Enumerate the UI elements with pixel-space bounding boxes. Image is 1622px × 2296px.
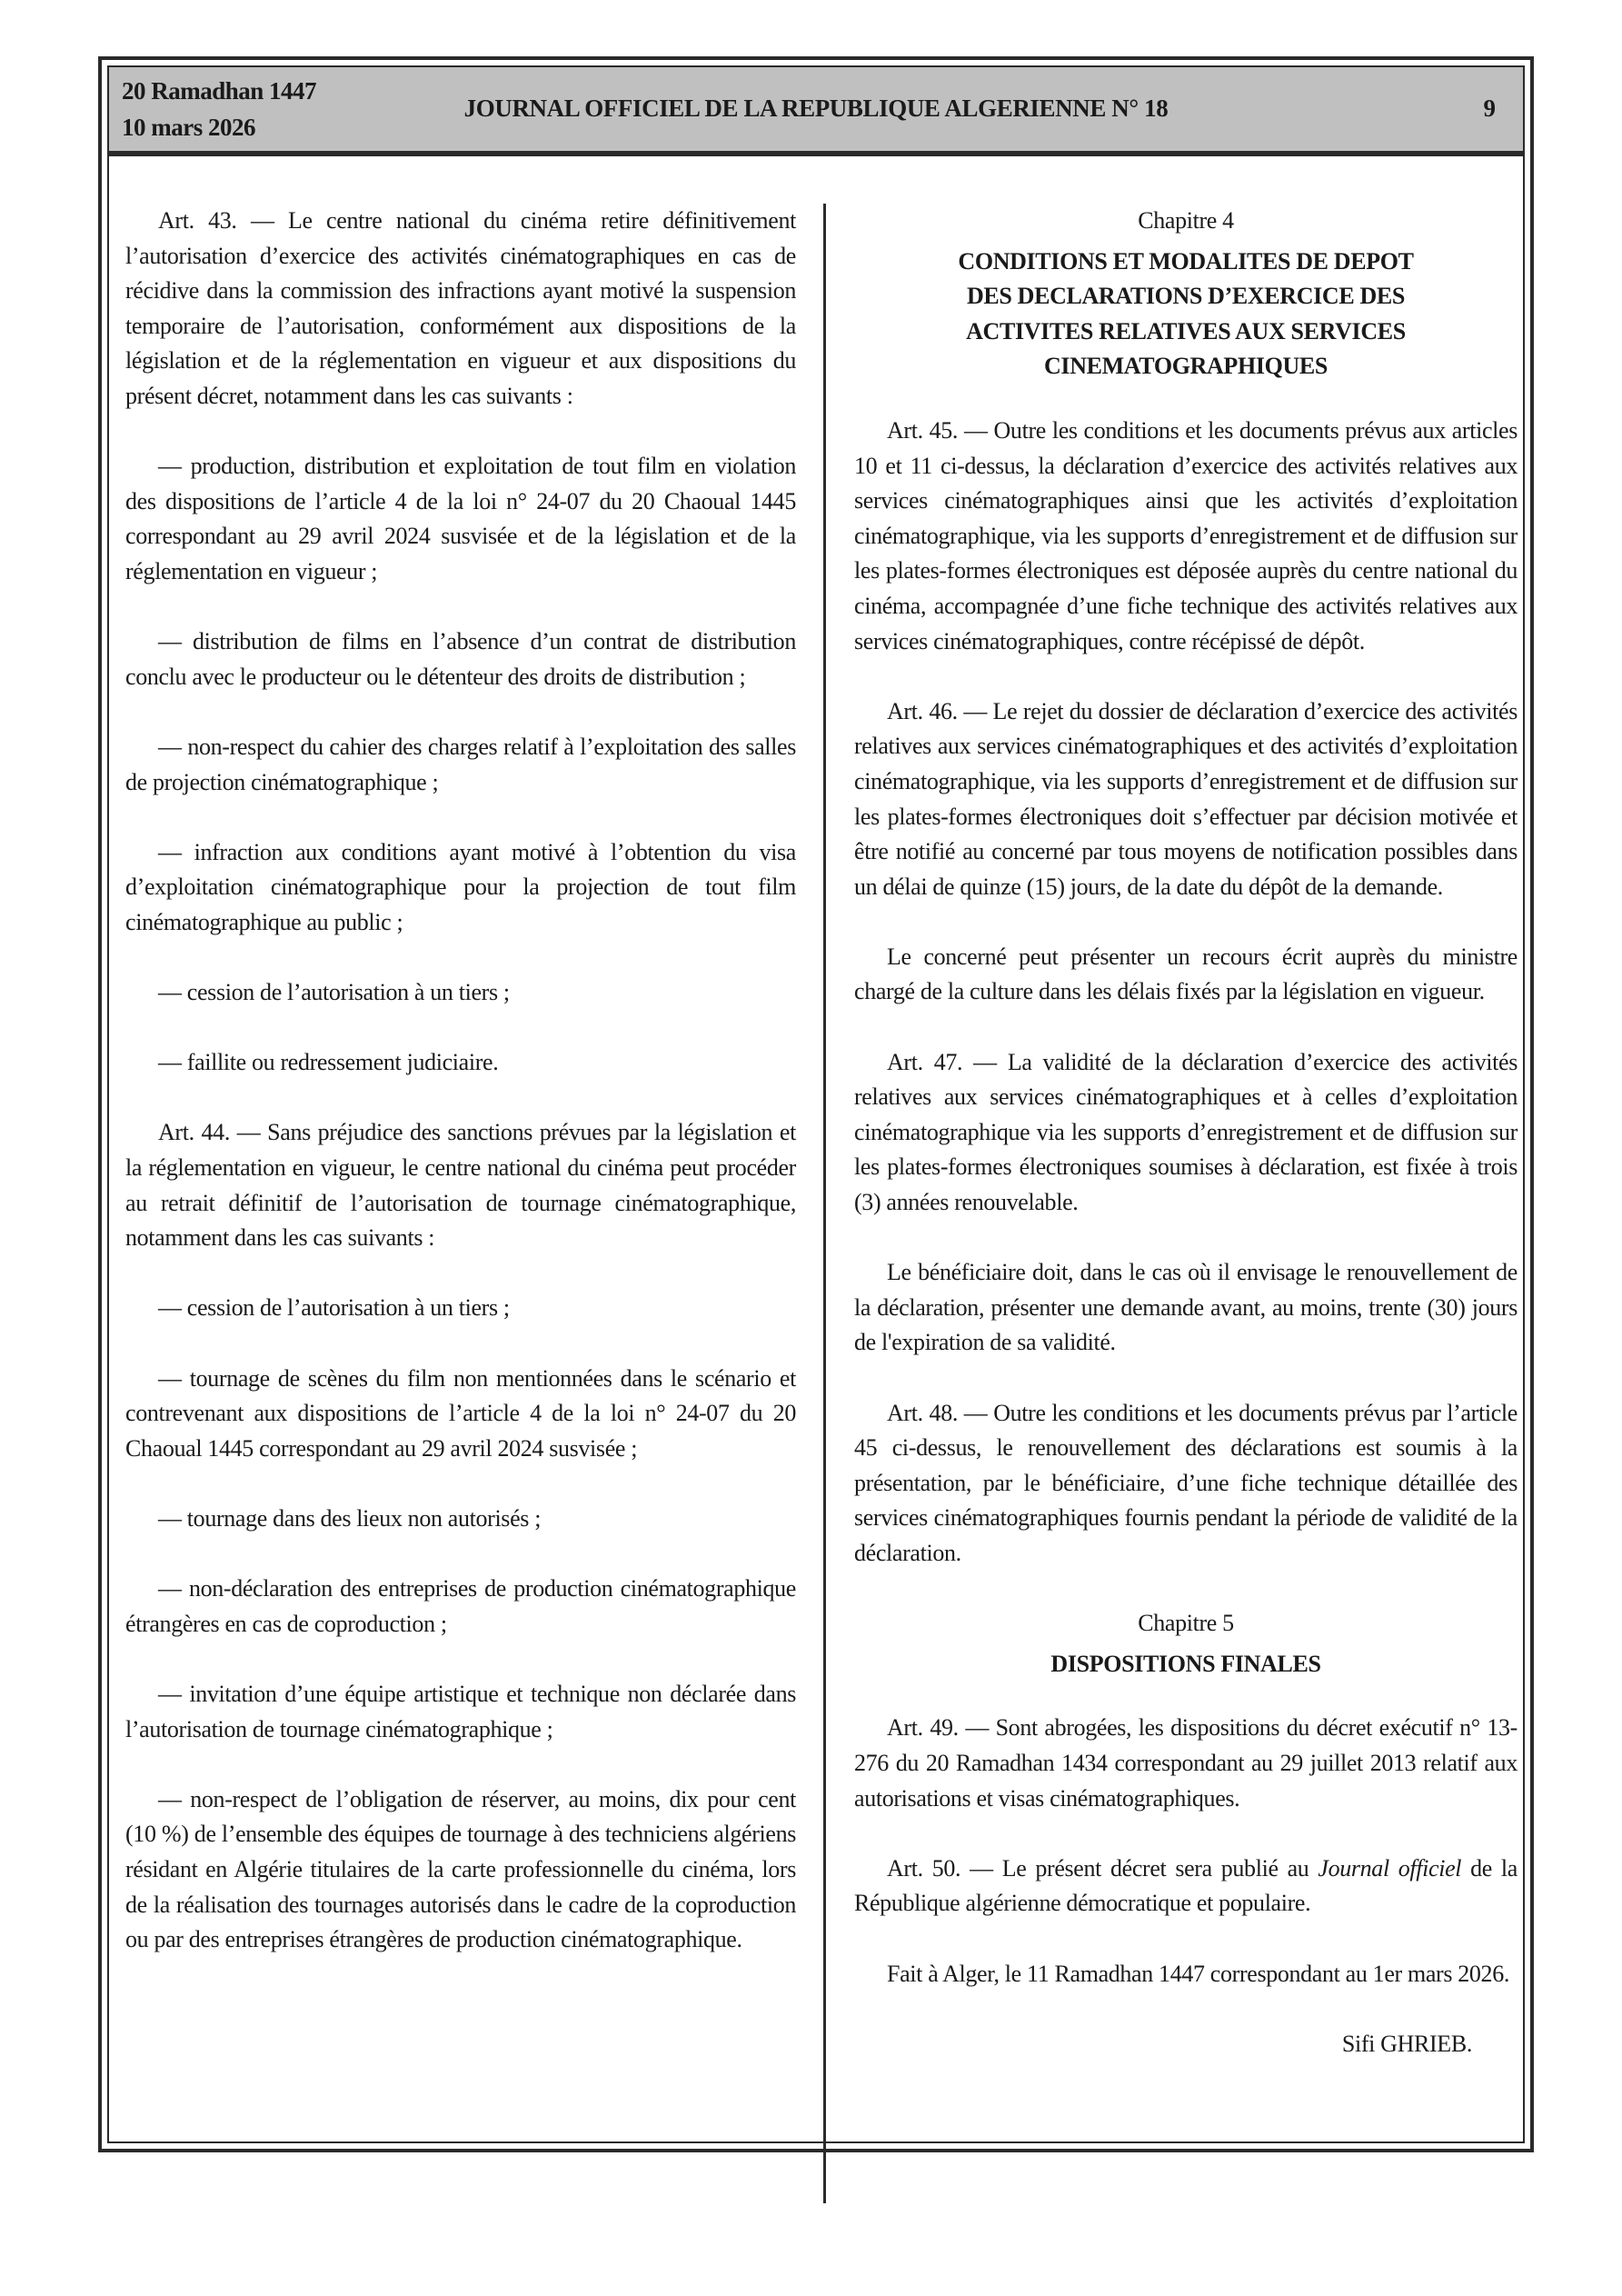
article-49: Art. 49. — Sont abrogées, les dispositions du décret exécutif n° 13-276 du 20 Ramadhan 1434 correspondant au 29 juillet 2013 relatif aux autorisations et visas cinématographiques. [854, 1714, 1518, 1812]
journal-officiel-italic: Journal officiel [1318, 1854, 1462, 1882]
paragraph: Art. 43. — Le centre national du cinéma retire définitivement l’autorisation d’exercice des activités cinématographiques en cas de récidive dans la commission des infractions ayant motivé la suspension temporaire de l’autorisation, conformément aux dispositions de la législation et de la réglementation en vigueur et aux dispositions du présent décret, notamment dans les cas suivants : [125, 207, 796, 409]
journal-title: JOURNAL OFFICIEL DE LA REPUBLIQUE ALGERIENNE N° 18 [463, 95, 1169, 122]
closing-statement: Fait à Alger, le 11 Ramadhan 1447 correspondant au 1er mars 2026. [887, 1960, 1510, 1987]
paragraph: Le concerné peut présenter un recours écrit auprès du ministre chargé de la culture dans les délais fixés par la législation en vigueur. [854, 943, 1518, 1005]
paragraph: Le bénéficiaire doit, dans le cas où il envisage le renouvellement de la déclaration, présenter une demande avant, au moins, trente (30) jours de l'expiration de sa validité. [854, 1259, 1518, 1356]
paragraph: — non-respect du cahier des charges relatif à l’exploitation des salles de projection cinématographique ; [125, 733, 796, 795]
paragraph: — tournage de scènes du film non mentionnées dans le scénario et contrevenant aux dispositions de l’article 4 de la loi n° 24-07 du 20 Chaoual 1445 correspondant au 29 avril 2024 susvisée ; [125, 1364, 796, 1462]
page-frame-inner [107, 65, 1525, 2143]
paragraph: — cession de l’autorisation à un tiers ; [158, 1294, 510, 1322]
paragraph: — cession de l’autorisation à un tiers ; [158, 979, 510, 1006]
right-column [854, 204, 1518, 2097]
chapter-5-title: DISPOSITIONS FINALES [1050, 1650, 1321, 1677]
chapter-4-articles [854, 414, 1518, 1572]
chapter-4-label: Chapitre 4 [1138, 207, 1234, 234]
paragraph: Art. 47. — La validité de la déclaration d’exercice des activités relatives aux services cinématographiques et à celles d’exploitation cinématographique via les supports d’enregistrement et de diffusion sur les plates-formes électroniques soumises à déclaration, est fixée à trois (3) années renouvelable. [854, 1048, 1518, 1216]
paragraph: — production, distribution et exploitation de tout film en violation des dispositions de l’article 4 de la loi n° 24-07 du 20 Chaoual 1445 correspondant au 29 avril 2024 susvisée et de la législation et de la réglementation en vigueur ; [125, 453, 796, 584]
chapter-4-title: CONDITIONS ET MODALITES DE DEPOT DES DECLARATIONS D’EXERCICE DES ACTIVITES RELATIVES AUX SERVICES CINEMATOGRAPHIQUES [958, 247, 1414, 380]
paragraph: — distribution de films en l’absence d’un contrat de distribution conclu avec le producteur ou le détenteur des droits de distribution ; [125, 628, 796, 690]
page-header [109, 67, 1523, 156]
header-date-gregorian: 10 mars 2026 [122, 114, 255, 141]
paragraph: — non-déclaration des entreprises de production cinématographique étrangères en cas de coproduction ; [125, 1575, 796, 1637]
paragraph: Art. 46. — Le rejet du dossier de déclaration d’exercice des activités relatives aux services cinématographiques et des activités d’exploitation cinématographique, via les supports d’enregistrement et de diffusion sur les plates-formes électroniques doit s’effectuer par décision motivée et être notifié au concerné par tous moyens de notification possibles dans un délai de quinze (15) jours, de la date du dépôt de la demande. [854, 697, 1518, 900]
chapter-5-label: Chapitre 5 [1138, 1610, 1234, 1637]
paragraph: — infraction aux conditions ayant motivé à l’obtention du visa d’exploitation cinématographique pour la projection de tout film cinématographique au public ; [125, 838, 796, 935]
article-50 [854, 1852, 1518, 1922]
article-50-text-end: de la République algérienne démocratique et populaire. [854, 1854, 1518, 1917]
column-divider [823, 204, 826, 2203]
paragraph: Art. 44. — Sans préjudice des sanctions prévues par la législation et la réglementation en vigueur, le centre national du cinéma peut procéder au retrait définitif de l’autorisation de tournage cinématographique, notamment dans les cas suivants : [125, 1119, 796, 1252]
paragraph: — faillite ou redressement judiciaire. [158, 1049, 499, 1076]
paragraph: — non-respect de l’obligation de réserver, au moins, dix pour cent (10 %) de l’ensemble des équipes de tournage à des techniciens algériens résidant en Algérie titulaires de la carte professionnelle du cinéma, lors de la réalisation des tournages autorisés dans le cadre de la coproduction ou par des entreprises étrangères de production cinématographique. [125, 1785, 796, 1953]
paragraph: Art. 48. — Outre les conditions et les documents prévus par l’article 45 ci-dessus, le renouvellement des déclarations est soumis à la présentation, par le bénéficiaire, d’une fiche technique détaillée des services cinématographiques fournis pendant la période de validité de la déclaration. [854, 1399, 1518, 1566]
left-column [125, 204, 796, 1992]
page-number: 9 [1483, 95, 1496, 122]
paragraph: Art. 45. — Outre les conditions et les documents prévus aux articles 10 et 11 ci-dessus, la déclaration d’exercice des activités relatives aux services cinématographiques ainsi que les activités d’exploitation cinématographique, via les supports d’enregistrement et de diffusion sur les plates-formes électroniques est déposée auprès du centre national du cinéma, accompagnée d’une fiche technique des activités relatives aux services cinématographiques, contre récépissé de dépôt. [854, 416, 1518, 654]
header-date-hijri: 20 Ramadhan 1447 [122, 77, 317, 105]
paragraph: — tournage dans des lieux non autorisés ; [158, 1504, 542, 1532]
signature: Sifi GHRIEB. [1341, 2030, 1472, 2057]
page-frame [98, 56, 1534, 2152]
article-50-text: Art. 50. — Le présent décret sera publié au [887, 1854, 1318, 1882]
paragraph: — invitation d’une équipe artistique et technique non déclarée dans l’autorisation de tournage cinématographique ; [125, 1680, 796, 1742]
